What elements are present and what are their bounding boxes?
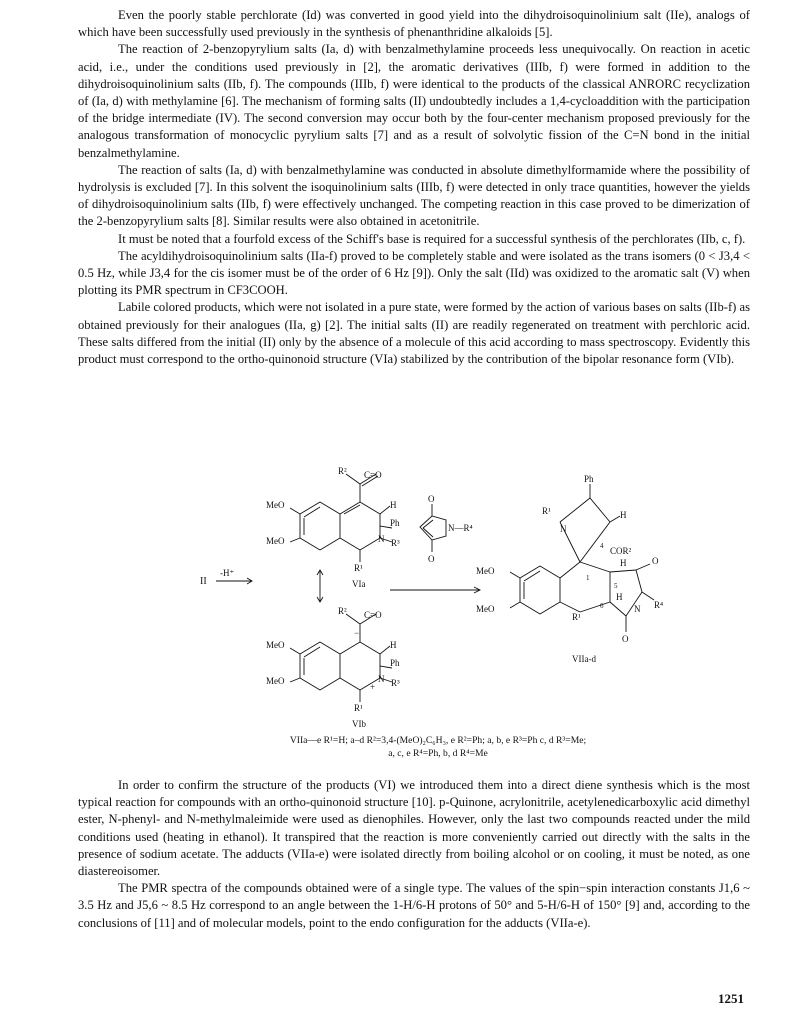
maleimide-o-top: O [428, 494, 435, 504]
vib-plus: + [370, 682, 376, 692]
via-co: C=O [364, 470, 382, 480]
reaction-scheme [180, 462, 700, 742]
vii-pos6: 6 [600, 602, 604, 610]
vib-ph: Ph [390, 658, 400, 668]
via-meo-top: MeO [266, 500, 285, 510]
structure-vib [290, 614, 392, 702]
vii-r1-top: R¹ [542, 506, 551, 516]
label-vib: VIb [352, 719, 366, 729]
vii-h-mid: H [620, 558, 627, 568]
label-via: VIa [352, 579, 366, 589]
via-ph: Ph [390, 518, 400, 528]
structure-maleimide [420, 504, 446, 552]
maleimide-n: N—R⁴ [448, 523, 473, 533]
paragraph: Labile colored products, which were not isolated in a pure state, were formed by the action of various bases on salts (IIb-f) as obtained previously for their analogues (IIa, g) [2]. The initial salts (II) are readily regenerated on treatment with perchloric acid. These salts differed from the initial (II) only by the absence of a molecule of this acid according to mass spectroscopy. Evidently this product must correspond to the ortho-quinonoid structure (VIa) stabilized by the contribution of the bipolar resonance form (VIb). [78, 300, 750, 367]
vii-meo-top: MeO [476, 566, 495, 576]
paragraph: Even the poorly stable perchlorate (Id) was converted in good yield into the dihydroisoquinolinium salt (IIe), analogs of which have been successfully used previously in the synthesis of phenanthridine alkaloids [5]. [78, 8, 750, 40]
vib-co: C=O [364, 610, 382, 620]
body-text-top [78, 7, 750, 368]
structure-vii [510, 484, 654, 632]
maleimide-o-bottom: O [428, 554, 435, 564]
paragraph: The PMR spectra of the compounds obtained were of a single type. The values of the spin−spin interaction constants J1,6 ~ 3.5 Hz and J5,6 ~ 8.5 Hz correspond to an angle between the 1-H/6-H protons of 50° and 5-H/6-H of 150° [9] and, according to the conclusions of [11] and of molecular models, point to the endo configuration for the adducts (VIIa-e). [78, 881, 750, 930]
vib-h: H [390, 640, 397, 650]
structure-via [290, 474, 392, 562]
vii-meo-bottom: MeO [476, 604, 495, 614]
via-n: N [378, 534, 385, 544]
vib-r1: R¹ [354, 703, 363, 713]
vib-n: N [378, 674, 385, 684]
vii-h-low: H [616, 592, 623, 602]
label-product: VIIa-d [572, 654, 596, 664]
vib-meo-top: MeO [266, 640, 285, 650]
label-ii: II [200, 576, 207, 587]
via-r3: R³ [391, 538, 400, 548]
scheme-caption [238, 735, 638, 760]
arrow-condition: -H⁺ [220, 568, 235, 578]
paragraph: The acyldihydroisoquinolinium salts (IIa-f) proved to be completely stable and were isolated as the trans isomers (0 < J3,4 < 0.5 Hz, while J3,4 for the cis isomer must be of the order of 6 Hz [9]). Only the salt (IId) was oxidized to the aromatic salt (V) when plotting its PMR spectrum in CF3COOH. [78, 248, 750, 298]
vii-h-top: H [620, 510, 627, 520]
vib-r2: R² [338, 606, 347, 616]
vii-r1-bottom: R¹ [572, 612, 581, 622]
vii-pos4: 4 [600, 542, 604, 550]
paragraph: The reaction of 2-benzopyrylium salts (Ia, d) with benzalmethylamine proceeds less unequivocally. On reaction in acetic acid, i.e., under the conditions used previously in [2], the aromatic derivatives (IIIb, f) were formed in addition to the dihydroisoquinolinium salts (IIb, f). The compounds (IIIb, f) were identical to the products of the classical ANRORC recyclization of (Ia, d) with methylamine [6]. The mechanism of forming salts (II) undoubtedly includes a 1,4-cycloaddition with the participation of the bridge intermediate (IV). The second conversion may occur both by the four-center mechanism proposed previously for the analogous transformation of monocyclic pyrylium salts [7] and as a result of solvolytic fission of the C=N bond in the initial benzalmethylamine. [78, 42, 750, 160]
vib-minus: − [354, 628, 360, 638]
vii-o-right: O [652, 556, 659, 566]
vii-ph: Ph [584, 474, 594, 484]
vib-meo-bottom: MeO [266, 676, 285, 686]
arrow-diels-alder [390, 587, 480, 593]
via-r1: R¹ [354, 563, 363, 573]
caption-line-1: VIIa—e R¹=H; a–d R²=3,4-(MeO)₂C₆H₃, e R²=Ph; a, b, e R³=Ph c, d R³=Me; [289, 735, 587, 746]
vii-cor2: COR² [610, 546, 632, 556]
paragraph: In order to confirm the structure of the products (VI) we introduced them into a direct diene synthesis which is the most typical reaction for compounds with an ortho-quinonoid structure [10]. p-Quinone, acrylonitrile, acetylenedicarboxylic acid dimethyl ester, N-phenyl- and N-methylmaleimide were used as dienophiles. However, only the last two compounds reacted under the mild conditions used (heating in ethanol). It transpired that the reaction is more conveniently carried out directly with the salts in the presence of sodium acetate. The adducts (VIIa-e) were isolated directly from boiling alcohol or on cooling, it must be noted, as one diastereoisomer. [78, 778, 750, 879]
via-meo-bottom: MeO [266, 536, 285, 546]
caption-line-2: a, c, e R⁴=Ph, b, d R⁴=Me [388, 747, 488, 759]
page-number: 1251 [718, 991, 744, 1006]
arrow-deprotonation [216, 578, 252, 584]
vii-r4: R⁴ [654, 600, 664, 610]
paragraph: It must be noted that a fourfold excess of the Schiff's base is required for a successful synthesis of the perchlorates (IIb, c, f). [118, 231, 746, 246]
body-text-bottom [78, 777, 750, 932]
paragraph: The reaction of salts (Ia, d) with benzalmethylamine was conducted in absolute dimethylformamide where the possibility of hydrolysis is excluded [7]. In this solvent the isoquinolinium salts (IIIb, f) were detected in only trace quantities, however the yields of dihydroisoquinolinium salts (IIb, f) were effectively unchanged. The competing reaction in this case proved to be dimerization of the 2-benzopyrylium salts [8]. Similar results were also obtained in acetonitrile. [78, 162, 750, 229]
vii-n: N [560, 524, 567, 534]
resonance-arrow [317, 570, 323, 602]
vii-pos1: 1 [586, 574, 590, 582]
via-r2: R² [338, 466, 347, 476]
vib-r3: R³ [391, 678, 400, 688]
vii-n-imide: N [634, 604, 641, 614]
via-h: H [390, 500, 397, 510]
vii-pos5: 5 [614, 582, 618, 590]
vii-o-bottom: O [622, 634, 629, 644]
